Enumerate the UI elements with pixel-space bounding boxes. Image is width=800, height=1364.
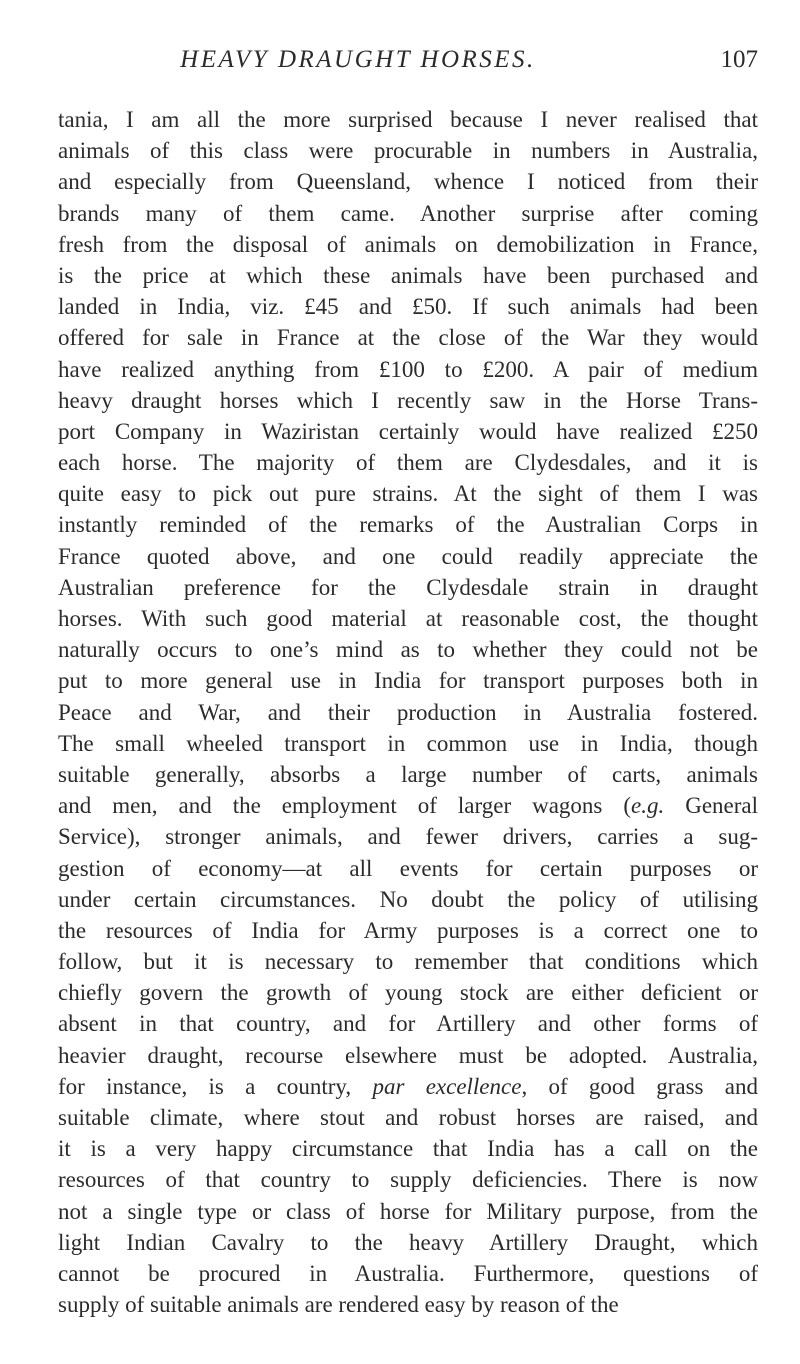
text-line: France quoted above, and one could readily appreciate the [58,543,758,569]
text-line: is the price at which these animals have been purchased and [58,262,758,288]
text-line-with-italic [58,790,758,821]
text-segment: General [664,793,758,819]
text-line: landed in India, viz. £45 and £50. If such animals had been [58,294,758,320]
text-line: resources of that country to supply deficiencies. There is now [58,1167,758,1193]
text-line: absent in that country, and for Artillery and other forms of [58,1011,758,1037]
text-line: light Indian Cavalry to the heavy Artillery Draught, which [58,1229,758,1255]
body-text [58,104,758,1320]
text-line: the resources of India for Army purposes is a correct one to [58,917,758,943]
text-line: Peace and War, and their production in Australia fostered. [58,699,758,725]
text-line: naturally occurs to one’s mind as to whether they could not be [58,637,758,663]
text-line: put to more general use in India for transport purposes both in [58,668,758,694]
text-line-with-italic [58,1071,758,1102]
text-line: horses. With such good material at reasonable cost, the thought [58,606,758,631]
text-line: chiefly govern the growth of young stock are either deficient or [58,980,758,1006]
text-line: suitable generally, absorbs a large number of carts, animals [58,761,758,787]
text-line: each horse. The majority of them are Clydesdales, and it is [58,450,758,476]
text-line: heavier draught, recourse elsewhere must be adopted. Australia, [58,1042,758,1068]
text-line: tania, I am all the more surprised because I never realised that [58,107,758,132]
text-line: quite easy to pick out pure strains. At the sight of them I was [58,481,758,507]
text-line: supply of suitable animals are rendered easy by reason of the [58,1292,619,1318]
text-line: have realized anything from £100 to £200. A pair of medium [58,356,758,382]
text-line: The small wheeled transport in common use in India, though [58,730,758,756]
text-line: Service), stronger animals, and fewer drivers, carries a sug- [58,824,758,850]
italic-phrase: e.g. [631,793,665,819]
text-line: instantly reminded of the remarks of the Australian Corps in [58,512,758,538]
text-segment: for instance, is a country, [58,1073,373,1099]
text-line: gestion of economy—at all events for certain purposes or [58,855,758,881]
text-line: animals of this class were procurable in numbers in Australia, [58,138,758,164]
running-title: HEAVY DRAUGHT HORSES. [180,46,536,73]
italic-phrase: par excellence [372,1073,522,1099]
page-number: 107 [720,46,758,73]
text-line: follow, but it is necessary to remember that conditions which [58,949,758,975]
text-line: heavy draught horses which I recently saw in the Horse Trans- [58,387,758,413]
text-line: it is a very happy circumstance that India has a call on the [58,1136,758,1162]
text-segment: , of good grass and [521,1073,758,1099]
text-line: cannot be procured in Australia. Furthermore, questions of [58,1260,758,1286]
text-segment: and men, and the employment of larger wagons ( [58,793,632,819]
text-line: Australian preference for the Clydesdale strain in draught [58,574,758,600]
running-header [58,46,758,82]
text-line: fresh from the disposal of animals on demobilization in France, [58,231,758,257]
text-line: under certain circumstances. No doubt the policy of utilising [58,886,758,912]
text-line: brands many of them came. Another surprise after coming [58,200,758,226]
text-line: suitable climate, where stout and robust horses are raised, and [58,1105,758,1130]
text-line: not a single type or class of horse for Military purpose, from the [58,1198,758,1224]
text-line: and especially from Queensland, whence I noticed from their [58,169,758,195]
text-line: port Company in Waziristan certainly would have realized £250 [58,418,758,444]
text-line: offered for sale in France at the close of the War they would [58,325,758,351]
